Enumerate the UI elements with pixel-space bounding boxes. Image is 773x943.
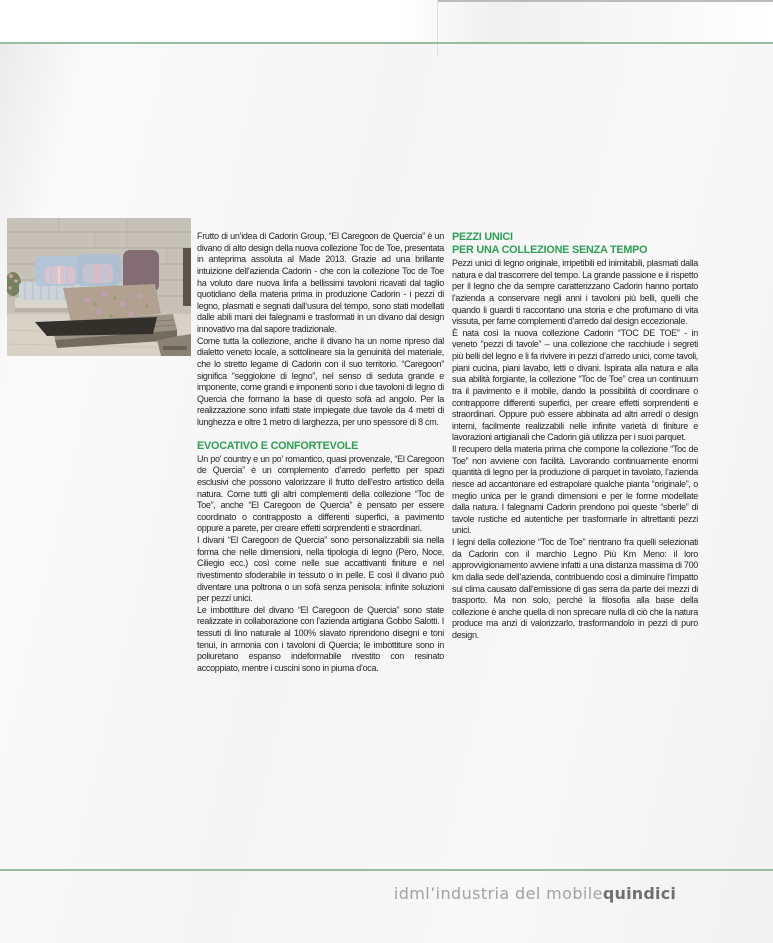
section-heading: EVOCATIVO E CONFORTEVOLE <box>197 439 359 452</box>
section-heading: PEZZI UNICI PER UNA COLLEZIONE SENZA TEMPO <box>452 231 648 256</box>
paragraph: Come tutta la collezione, anche il divano ha un nome ripreso dal dialetto veneto locale, a sottolineare sia la genuinità del materiale, che lo stretto legame di Cadorin con il suo territorio. “Caregoon” significa “seggiolone di legno”, nel senso di seduta grande e imponente, come grandi e imponenti sono i due tavoloni di legno di Quercia che formano la base di questo sofà ad angolo. Per la realizzazione sono infatti state impiegate due tavole da 4 metri di lunghezza e oltre 1 metro di larghezza, per uno spessore di 8 cm. <box>197 335 444 427</box>
sofa-photo <box>7 218 191 356</box>
right-column <box>452 231 698 642</box>
scan-edge-line-horizontal <box>437 0 773 2</box>
paragraph: È nata così la nuova collezione Cadorin “TOC DE TOE” - in veneto “pezzi di tavole” – una collezione che racchiude i segreti più belli del legno e li fa rivivere in pezzi d’arredo unici, come tavoli, piani cucina, piani lavabo, letti o divani. Ispirata alla natura e alla sua abilità forgiante, la collezione “Toc de Toe” crea un continuum tra il pavimento e il mobile, dando la possibilità di coordinare o contrapporre differenti superfici, per creare effetti sorprendenti e straordinari. Oppure può essere abbinata ad altri arredi o design interni, facilmente realizzabili nelle infinite varietà di finiture e lavorazioni artigianali che Cadorin già utilizza per i suoi parquet. <box>452 327 698 443</box>
paragraph: Frutto di un’idea di Cadorin Group, “El Caregoon de Quercia” è un divano di alto design della nuova collezione Toc de Toe, presentata in anteprima assoluta al Made 2013. Grazie ad una brillante intuizione dell’azienda Cadorin - che con la collezione Toc de Toe ha voluto dare nuova linfa a bellissimi tavoloni ricavati dal taglio quotidiano della materia prima in produzione Cadorin - i pezzi di legno, plasmati e segnati dall’usura del tempo, sono stati modellati dalle abili mani dei falegnami e trasformati in un divano dal design innovativo ma dal sapore tradizionale. <box>197 231 444 334</box>
magazine-footer <box>380 884 690 903</box>
paragraph: Le imbottiture del divano “El Caregoon de Quercia” sono state realizzate in collaborazione con l’azienda artigiana Gobbo Salotti. I tessuti di lino naturale al 100% slavato riprendono disegni e toni tenui, in armonia con i tavoloni di Quercia; le imbottiture sono in poliuretano espanso indeformabile rivestito con resinato accoppiato, mentre i cuscini sono in piuma d’oca. <box>197 604 444 673</box>
page-top-margin <box>0 0 773 42</box>
footer-brand-suffix: quindici <box>602 884 677 903</box>
top-green-rule <box>0 42 773 44</box>
bottom-green-rule <box>0 869 773 871</box>
footer-brand-main: l’industria del mobile <box>425 884 603 903</box>
paragraph: I legni della collezione “Toc de Toe” rientrano fra quelli selezionati da Cadorin con il marchio Legno Più Km Meno: il loro approvvigionamento avviene infatti a una distanza massima di 700 km dalla sede dell’azienda, contribuendo così a diminuire l’impatto sul clima causato dall’emissione di gas serra da parte dei mezzi di trasporto. Ma non solo, perché la filosofia alla base della collezione è anche quella di non sprecare nulla di ciò che la natura produce ma anzi di valorizzarlo, trasformandolo in pezzi di puro design. <box>452 537 698 640</box>
scan-edge-line-vertical <box>437 0 438 55</box>
paragraph: Un po’ country e un po’ romantico, quasi provenzale, “El Caregoon de Quercia” è un complemento d’arredo perfetto per spazi esclusivi che possono valorizzare il frutto dell’estro artistico della natura. Come tutti gli altri complementi della collezione “Toc de Toe”, anche “El Caregoon de Quercia” è pensato per essere coordinato o contrapposto a differenti superfici, a pavimento oppure a parete, per creare effetti sorprendenti e straordinari. <box>197 453 444 534</box>
paragraph: I divani “El Caregoon de Quercia” sono personalizzabili sia nella forma che nelle dimensioni, nella tipologia di legno (Pero, Noce, Ciliegio ecc.) così come nelle sue accattivanti finiture e nel rivestimento sfoderabile in tessuto o in pelle. E così il divano può diventare una poltrona o un sofà senza penisola: infinite soluzioni per pezzi unici. <box>197 535 444 604</box>
footer-brand-prefix: idm <box>393 884 426 903</box>
paragraph: Pezzi unici di legno originale, irripetibili ed inimitabili, plasmati dalla natura e dal trascorrere del tempo. La grande passione e il rispetto per il legno che da sempre caratterizzano Cadorin hanno portato l’azienda a conservare negli anni i tavoloni più belli, quelli che quando li guardi ti raccontano una storia e che profumano di vita vissuta, per farne complementi d’arredo dal design eccezionale. <box>452 258 698 327</box>
left-column <box>197 231 444 675</box>
paragraph: Il recupero della materia prima che compone la collezione “Toc de Toe” non avviene con facilità. Lavorando continuamente enormi quantità di legno per la produzione di parquet in tavolato, l’azienda riesce ad accantonare ed estrapolare qualche pianta “originale”, o meglio unica per le grandi dimensioni e per le forme modellate dalla natura. I falegnami Cadorin prendono poi queste “sberle” di tavole rustiche ed autentiche per trasformarle in altrettanti pezzi unici. <box>452 444 698 536</box>
